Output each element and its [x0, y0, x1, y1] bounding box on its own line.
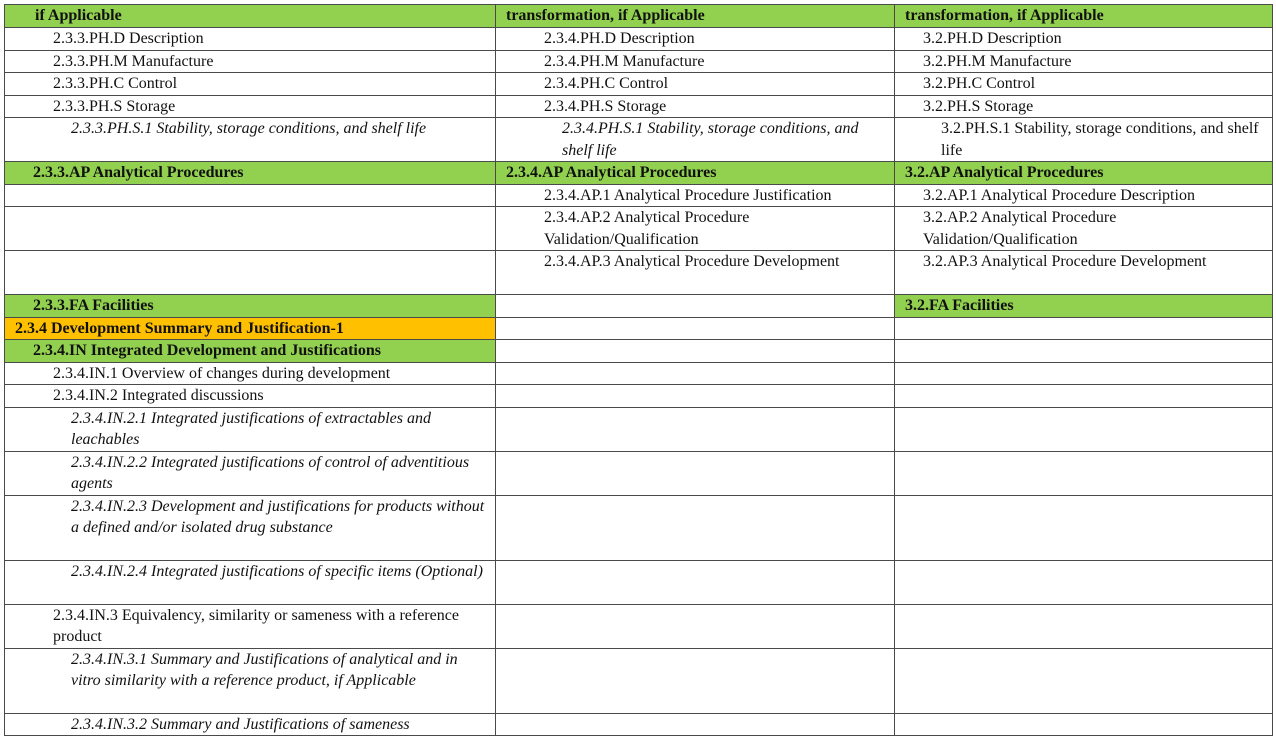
empty-cell — [895, 362, 1273, 385]
empty-cell — [895, 407, 1273, 451]
ph-s1-col1: 2.3.3.PH.S.1 Stability, storage conditions, and shelf life — [5, 118, 496, 162]
ph-m-col1: 2.3.3.PH.M Manufacture — [5, 50, 496, 73]
empty-cell — [496, 407, 895, 451]
empty-cell — [895, 451, 1273, 495]
table-row — [5, 495, 1273, 560]
in-header-row — [5, 340, 1273, 363]
empty-cell — [895, 713, 1273, 736]
fa-row — [5, 295, 1273, 318]
ph-s-col3: 3.2.PH.S Storage — [895, 95, 1273, 118]
empty-cell — [496, 385, 895, 408]
ap-r1-col3: 3.2.AP.1 Analytical Procedure Description — [895, 184, 1273, 207]
ap-header-col1: 2.3.3.AP Analytical Procedures — [5, 162, 496, 185]
ap-header-col3: 3.2.AP Analytical Procedures — [895, 162, 1273, 185]
ap-r2-col2: 2.3.4.AP.2 Analytical Procedure Validation/Qualification — [496, 207, 895, 251]
in23-item: 2.3.4.IN.2.3 Development and justifications for products without a defined and/or isolated drug substance — [5, 495, 496, 560]
dev-summary-heading: 2.3.4 Development Summary and Justification-1 — [5, 317, 496, 340]
empty-cell — [895, 340, 1273, 363]
empty-cell — [895, 648, 1273, 713]
ph-s1-col2: 2.3.4.PH.S.1 Stability, storage conditions, and shelf life — [496, 118, 895, 162]
ph-d-col2: 2.3.4.PH.D Description — [496, 28, 895, 51]
empty-cell — [895, 495, 1273, 560]
document-table — [4, 4, 1273, 736]
empty-cell — [895, 317, 1273, 340]
ap-r3-col3: 3.2.AP.3 Analytical Procedure Development — [895, 251, 1273, 295]
table-row — [5, 362, 1273, 385]
table-row — [5, 451, 1273, 495]
in2-item: 2.3.4.IN.2 Integrated discussions — [5, 385, 496, 408]
header-col2: transformation, if Applicable — [496, 5, 895, 28]
fa-col3: 3.2.FA Facilities — [895, 295, 1273, 318]
in24-item: 2.3.4.IN.2.4 Integrated justifications of specific items (Optional) — [5, 560, 496, 604]
ph-d-col3: 3.2.PH.D Description — [895, 28, 1273, 51]
table-header-row — [5, 5, 1273, 28]
ap-header-col2: 2.3.4.AP Analytical Procedures — [496, 162, 895, 185]
empty-cell — [895, 604, 1273, 648]
table-row — [5, 207, 1273, 251]
ph-m-col2: 2.3.4.PH.M Manufacture — [496, 50, 895, 73]
table-row — [5, 95, 1273, 118]
empty-cell — [895, 385, 1273, 408]
empty-cell — [496, 362, 895, 385]
ap-r2-col1 — [5, 207, 496, 251]
table-row — [5, 713, 1273, 736]
dev-summary-row — [5, 317, 1273, 340]
ap-header-row — [5, 162, 1273, 185]
ph-d-col1: 2.3.3.PH.D Description — [5, 28, 496, 51]
empty-cell — [496, 648, 895, 713]
table-row — [5, 604, 1273, 648]
ap-r3-col2: 2.3.4.AP.3 Analytical Procedure Development — [496, 251, 895, 295]
fa-col2 — [496, 295, 895, 318]
in21-item: 2.3.4.IN.2.1 Integrated justifications of extractables and leachables — [5, 407, 496, 451]
in1-item: 2.3.4.IN.1 Overview of changes during development — [5, 362, 496, 385]
table-row — [5, 184, 1273, 207]
ap-r2-col3: 3.2.AP.2 Analytical Procedure Validation/Qualification — [895, 207, 1273, 251]
in22-item: 2.3.4.IN.2.2 Integrated justifications of control of adventitious agents — [5, 451, 496, 495]
table-row — [5, 407, 1273, 451]
ap-r1-col2: 2.3.4.AP.1 Analytical Procedure Justification — [496, 184, 895, 207]
ap-r1-col1 — [5, 184, 496, 207]
in32-item: 2.3.4.IN.3.2 Summary and Justifications of sameness — [5, 713, 496, 736]
table-row — [5, 560, 1273, 604]
table-row — [5, 118, 1273, 162]
in3-item: 2.3.4.IN.3 Equivalency, similarity or sameness with a reference product — [5, 604, 496, 648]
empty-cell — [496, 604, 895, 648]
table-row — [5, 50, 1273, 73]
ph-c-col2: 2.3.4.PH.C Control — [496, 73, 895, 96]
table-row — [5, 28, 1273, 51]
ph-m-col3: 3.2.PH.M Manufacture — [895, 50, 1273, 73]
header-col3: transformation, if Applicable — [895, 5, 1273, 28]
ph-c-col3: 3.2.PH.C Control — [895, 73, 1273, 96]
fa-col1: 2.3.3.FA Facilities — [5, 295, 496, 318]
empty-cell — [496, 713, 895, 736]
table-row — [5, 648, 1273, 713]
ph-c-col1: 2.3.3.PH.C Control — [5, 73, 496, 96]
empty-cell — [496, 560, 895, 604]
ph-s-col2: 2.3.4.PH.S Storage — [496, 95, 895, 118]
table-row — [5, 73, 1273, 96]
header-col1: if Applicable — [5, 5, 496, 28]
empty-cell — [496, 340, 895, 363]
empty-cell — [496, 451, 895, 495]
empty-cell — [496, 495, 895, 560]
empty-cell — [496, 317, 895, 340]
ap-r3-col1 — [5, 251, 496, 295]
table-row — [5, 251, 1273, 295]
in-header: 2.3.4.IN Integrated Development and Justifications — [5, 340, 496, 363]
ph-s1-col3: 3.2.PH.S.1 Stability, storage conditions, and shelf life — [895, 118, 1273, 162]
empty-cell — [895, 560, 1273, 604]
ph-s-col1: 2.3.3.PH.S Storage — [5, 95, 496, 118]
table-row — [5, 385, 1273, 408]
in31-item: 2.3.4.IN.3.1 Summary and Justifications of analytical and in vitro similarity with a reference product, if Applicable — [5, 648, 496, 713]
